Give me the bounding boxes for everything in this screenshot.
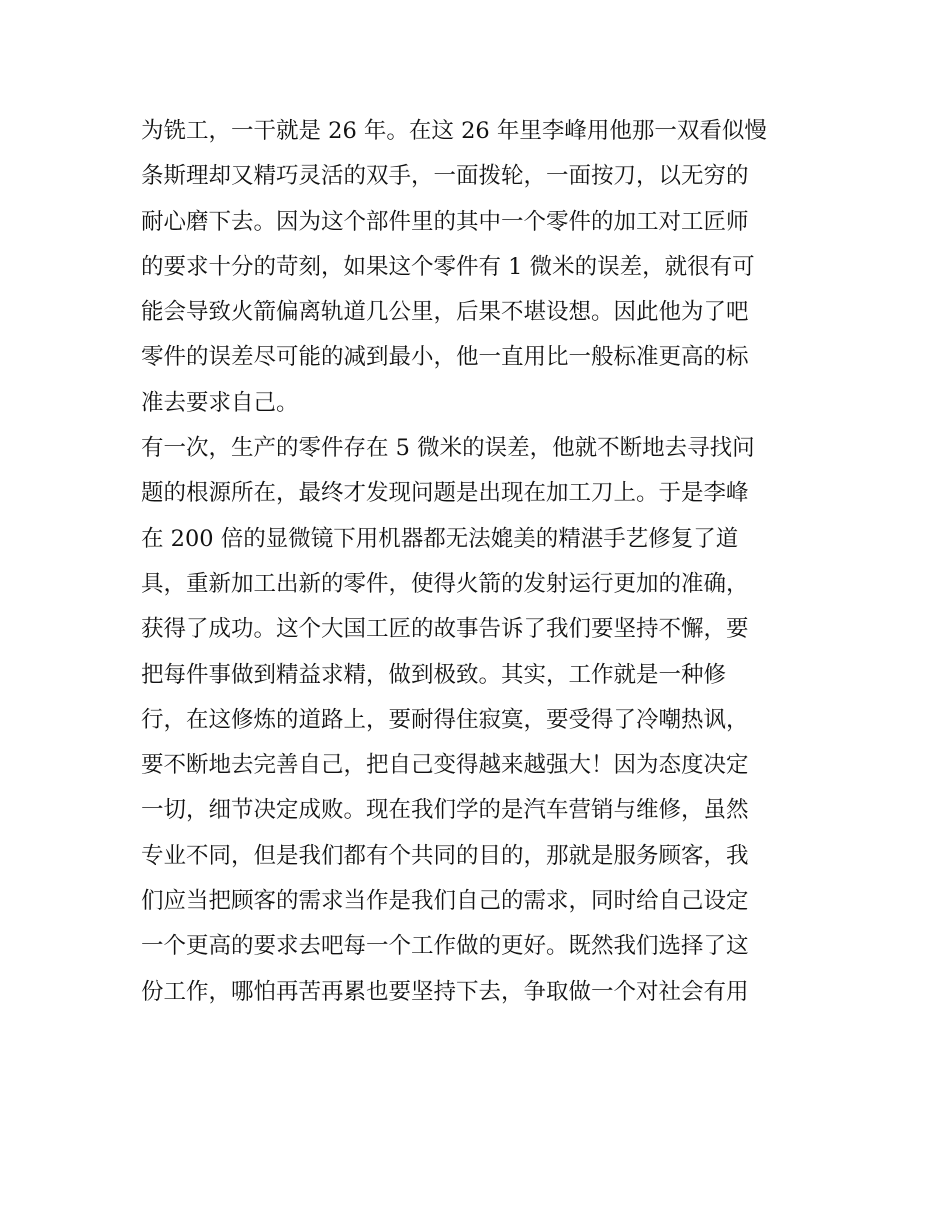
- text-line: 耐心磨下去。因为这个部件里的其中一个零件的加工对工匠师: [141, 208, 749, 235]
- text-line: 份工作，哪怕再苦再累也要坚持下去，争取做一个对社会有用: [141, 978, 749, 1005]
- text-line: 们应当把顾客的需求当作是我们自己的需求，同时给自己设定: [141, 888, 749, 915]
- text-line: 要不断地去完善自己，把自己变得越来越强大！因为态度决定: [141, 752, 749, 779]
- text-line: 具，重新加工出新的零件，使得火箭的发射运行更加的准确，: [141, 570, 749, 597]
- text-line: 专业不同，但是我们都有个共同的目的，那就是服务顾客，我: [141, 842, 749, 869]
- text-line: 条斯理却又精巧灵活的双手，一面拨轮，一面按刀，以无穷的: [141, 163, 749, 190]
- text-line: 准去要求自己。: [141, 389, 299, 416]
- text-line: 行，在这修炼的道路上，要耐得住寂寞，要受得了冷嘲热讽，: [141, 706, 749, 733]
- text-line: 题的根源所在，最终才发现问题是出现在加工刀上。于是李峰: [141, 480, 749, 507]
- text-line: 零件的误差尽可能的减到最小，他一直用比一般标准更高的标: [141, 344, 749, 371]
- body-text: [141, 109, 821, 1015]
- text-line: 一切，细节决定成败。现在我们学的是汽车营销与维修，虽然: [141, 797, 749, 824]
- text-line: 把每件事做到精益求精，做到极致。其实，工作就是一种修: [141, 661, 727, 688]
- text-line: 为铣工，一干就是 26 年。在这 26 年里李峰用他那一双看似慢: [141, 118, 767, 144]
- text-line: 有一次，生产的零件存在 5 微米的误差，他就不断地去寻找问: [141, 435, 755, 462]
- text-line: 能会导致火箭偏离轨道几公里，后果不堪设想。因此他为了吧: [141, 299, 749, 326]
- text-line: 一个更高的要求去吧每一个工作做的更好。既然我们选择了这: [141, 933, 749, 960]
- text-line: 获得了成功。这个大国工匠的故事告诉了我们要坚持不懈，要: [141, 616, 749, 643]
- text-line: 在 200 倍的显微镜下用机器都无法媲美的精湛手艺修复了道: [141, 525, 739, 552]
- text-line: 的要求十分的苛刻，如果这个零件有 1 微米的误差，就很有可: [141, 253, 755, 280]
